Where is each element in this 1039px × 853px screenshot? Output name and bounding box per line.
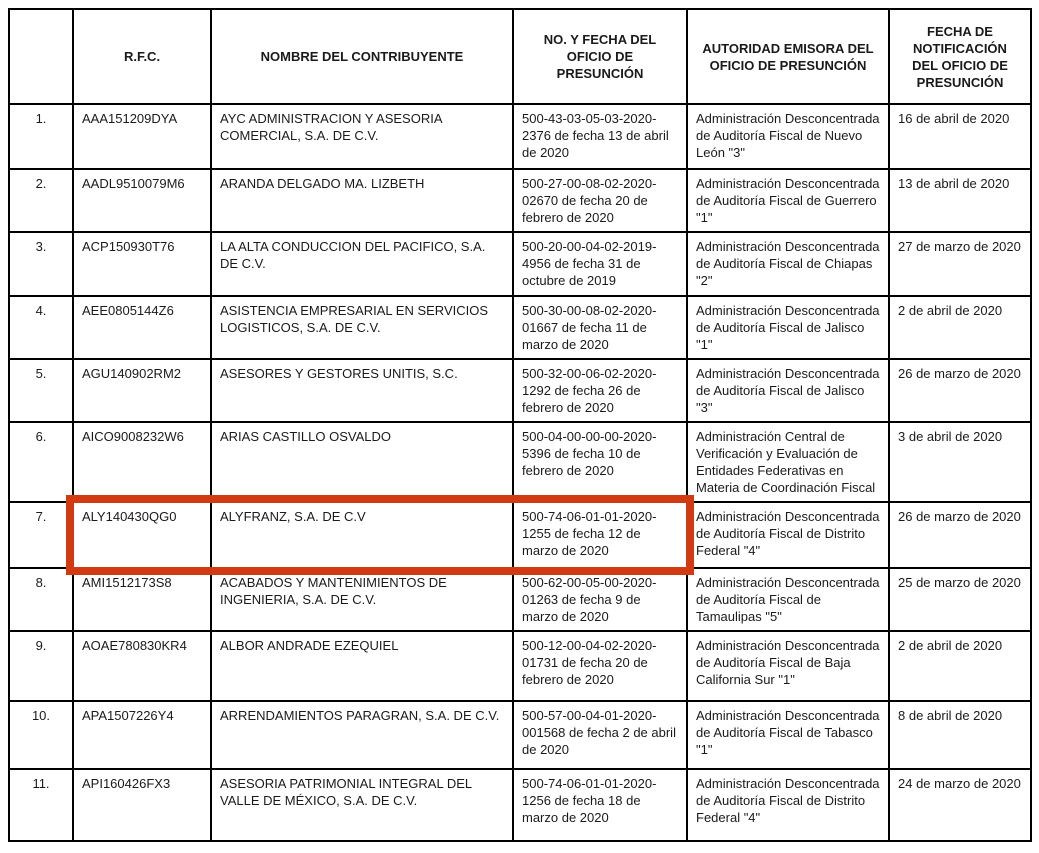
- cell-num: 8.: [9, 568, 73, 631]
- cell-fecha: 3 de abril de 2020: [889, 422, 1031, 502]
- cell-oficio: 500-20-00-04-02-2019-4956 de fecha 31 de octubre de 2019: [513, 232, 687, 296]
- cell-oficio: 500-04-00-00-00-2020-5396 de fecha 10 de febrero de 2020: [513, 422, 687, 502]
- table-row: [9, 104, 1031, 169]
- cell-nombre: LA ALTA CONDUCCION DEL PACIFICO, S.A. DE C.V.: [211, 232, 513, 296]
- table-row: [9, 701, 1031, 769]
- cell-nombre: ARANDA DELGADO MA. LIZBETH: [211, 169, 513, 232]
- cell-fecha: 25 de marzo de 2020: [889, 568, 1031, 631]
- cell-autoridad: Administración Desconcentrada de Auditoría Fiscal de Jalisco "1": [687, 296, 889, 359]
- header-oficio: NO. Y FECHA DEL OFICIO DE PRESUNCIÓN: [513, 9, 687, 104]
- cell-rfc: AGU140902RM2: [73, 359, 211, 422]
- cell-num: 11.: [9, 769, 73, 841]
- cell-nombre: ASISTENCIA EMPRESARIAL EN SERVICIOS LOGISTICOS, S.A. DE C.V.: [211, 296, 513, 359]
- cell-oficio: 500-62-00-05-00-2020-01263 de fecha 9 de marzo de 2020: [513, 568, 687, 631]
- cell-oficio: 500-32-00-06-02-2020-1292 de fecha 26 de febrero de 2020: [513, 359, 687, 422]
- cell-nombre: ACABADOS Y MANTENIMIENTOS DE INGENIERIA, S.A. DE C.V.: [211, 568, 513, 631]
- table-row: [9, 502, 1031, 568]
- table-row: [9, 359, 1031, 422]
- cell-nombre: ALBOR ANDRADE EZEQUIEL: [211, 631, 513, 701]
- cell-fecha: 13 de abril de 2020: [889, 169, 1031, 232]
- cell-num: 2.: [9, 169, 73, 232]
- cell-rfc: AOAE780830KR4: [73, 631, 211, 701]
- cell-rfc: APA1507226Y4: [73, 701, 211, 769]
- table-row: [9, 169, 1031, 232]
- cell-autoridad: Administración Desconcentrada de Auditoría Fiscal de Tamaulipas "5": [687, 568, 889, 631]
- cell-oficio: 500-57-00-04-01-2020-001568 de fecha 2 de abril de 2020: [513, 701, 687, 769]
- cell-num: 1.: [9, 104, 73, 169]
- table-row: [9, 769, 1031, 841]
- cell-rfc: AAA151209DYA: [73, 104, 211, 169]
- cell-num: 10.: [9, 701, 73, 769]
- cell-nombre: ALYFRANZ, S.A. DE C.V: [211, 502, 513, 568]
- cell-autoridad: Administración Desconcentrada de Auditoría Fiscal de Chiapas "2": [687, 232, 889, 296]
- cell-fecha: 2 de abril de 2020: [889, 296, 1031, 359]
- table-row: [9, 568, 1031, 631]
- cell-fecha: 27 de marzo de 2020: [889, 232, 1031, 296]
- cell-nombre: ASESORIA PATRIMONIAL INTEGRAL DEL VALLE DE MÉXICO, S.A. DE C.V.: [211, 769, 513, 841]
- cell-oficio: 500-74-06-01-01-2020-1256 de fecha 18 de marzo de 2020: [513, 769, 687, 841]
- cell-rfc: AICO9008232W6: [73, 422, 211, 502]
- cell-oficio: 500-27-00-08-02-2020-02670 de fecha 20 de febrero de 2020: [513, 169, 687, 232]
- cell-rfc: AMI1512173S8: [73, 568, 211, 631]
- table-row: [9, 422, 1031, 502]
- table-row: [9, 232, 1031, 296]
- header-autoridad: AUTORIDAD EMISORA DEL OFICIO DE PRESUNCIÓN: [687, 9, 889, 104]
- cell-fecha: 16 de abril de 2020: [889, 104, 1031, 169]
- cell-rfc: ACP150930T76: [73, 232, 211, 296]
- header-rfc: R.F.C.: [73, 9, 211, 104]
- cell-autoridad: Administración Desconcentrada de Auditoría Fiscal de Distrito Federal "4": [687, 769, 889, 841]
- cell-autoridad: Administración Desconcentrada de Auditoría Fiscal de Nuevo León "3": [687, 104, 889, 169]
- cell-rfc: API160426FX3: [73, 769, 211, 841]
- cell-fecha: 24 de marzo de 2020: [889, 769, 1031, 841]
- cell-rfc: AADL9510079M6: [73, 169, 211, 232]
- cell-autoridad: Administración Desconcentrada de Auditoría Fiscal de Guerrero "1": [687, 169, 889, 232]
- presuncion-table: [8, 8, 1032, 842]
- header-nombre: NOMBRE DEL CONTRIBUYENTE: [211, 9, 513, 104]
- cell-rfc: AEE0805144Z6: [73, 296, 211, 359]
- cell-nombre: ASESORES Y GESTORES UNITIS, S.C.: [211, 359, 513, 422]
- header-row: [9, 9, 1031, 104]
- cell-num: 7.: [9, 502, 73, 568]
- cell-num: 3.: [9, 232, 73, 296]
- header-fecha: FECHA DE NOTIFICACIÓN DEL OFICIO DE PRESUNCIÓN: [889, 9, 1031, 104]
- table-row: [9, 631, 1031, 701]
- cell-oficio: 500-43-03-05-03-2020-2376 de fecha 13 de abril de 2020: [513, 104, 687, 169]
- cell-num: 6.: [9, 422, 73, 502]
- cell-autoridad: Administración Desconcentrada de Auditoría Fiscal de Distrito Federal "4": [687, 502, 889, 568]
- cell-oficio: 500-74-06-01-01-2020-1255 de fecha 12 de marzo de 2020: [513, 502, 687, 568]
- cell-nombre: AYC ADMINISTRACION Y ASESORIA COMERCIAL, S.A. DE C.V.: [211, 104, 513, 169]
- cell-nombre: ARRENDAMIENTOS PARAGRAN, S.A. DE C.V.: [211, 701, 513, 769]
- cell-fecha: 2 de abril de 2020: [889, 631, 1031, 701]
- cell-oficio: 500-30-00-08-02-2020-01667 de fecha 11 de marzo de 2020: [513, 296, 687, 359]
- cell-autoridad: Administración Desconcentrada de Auditoría Fiscal de Baja California Sur "1": [687, 631, 889, 701]
- cell-oficio: 500-12-00-04-02-2020-01731 de fecha 20 de febrero de 2020: [513, 631, 687, 701]
- cell-fecha: 26 de marzo de 2020: [889, 359, 1031, 422]
- cell-num: 4.: [9, 296, 73, 359]
- cell-autoridad: Administración Central de Verificación y Evaluación de Entidades Federativas en Materia de Coordinación Fiscal: [687, 422, 889, 502]
- cell-num: 9.: [9, 631, 73, 701]
- cell-autoridad: Administración Desconcentrada de Auditoría Fiscal de Jalisco "3": [687, 359, 889, 422]
- cell-fecha: 26 de marzo de 2020: [889, 502, 1031, 568]
- cell-num: 5.: [9, 359, 73, 422]
- cell-fecha: 8 de abril de 2020: [889, 701, 1031, 769]
- table-row: [9, 296, 1031, 359]
- header-num: [9, 9, 73, 104]
- cell-autoridad: Administración Desconcentrada de Auditoría Fiscal de Tabasco "1": [687, 701, 889, 769]
- cell-rfc: ALY140430QG0: [73, 502, 211, 568]
- cell-nombre: ARIAS CASTILLO OSVALDO: [211, 422, 513, 502]
